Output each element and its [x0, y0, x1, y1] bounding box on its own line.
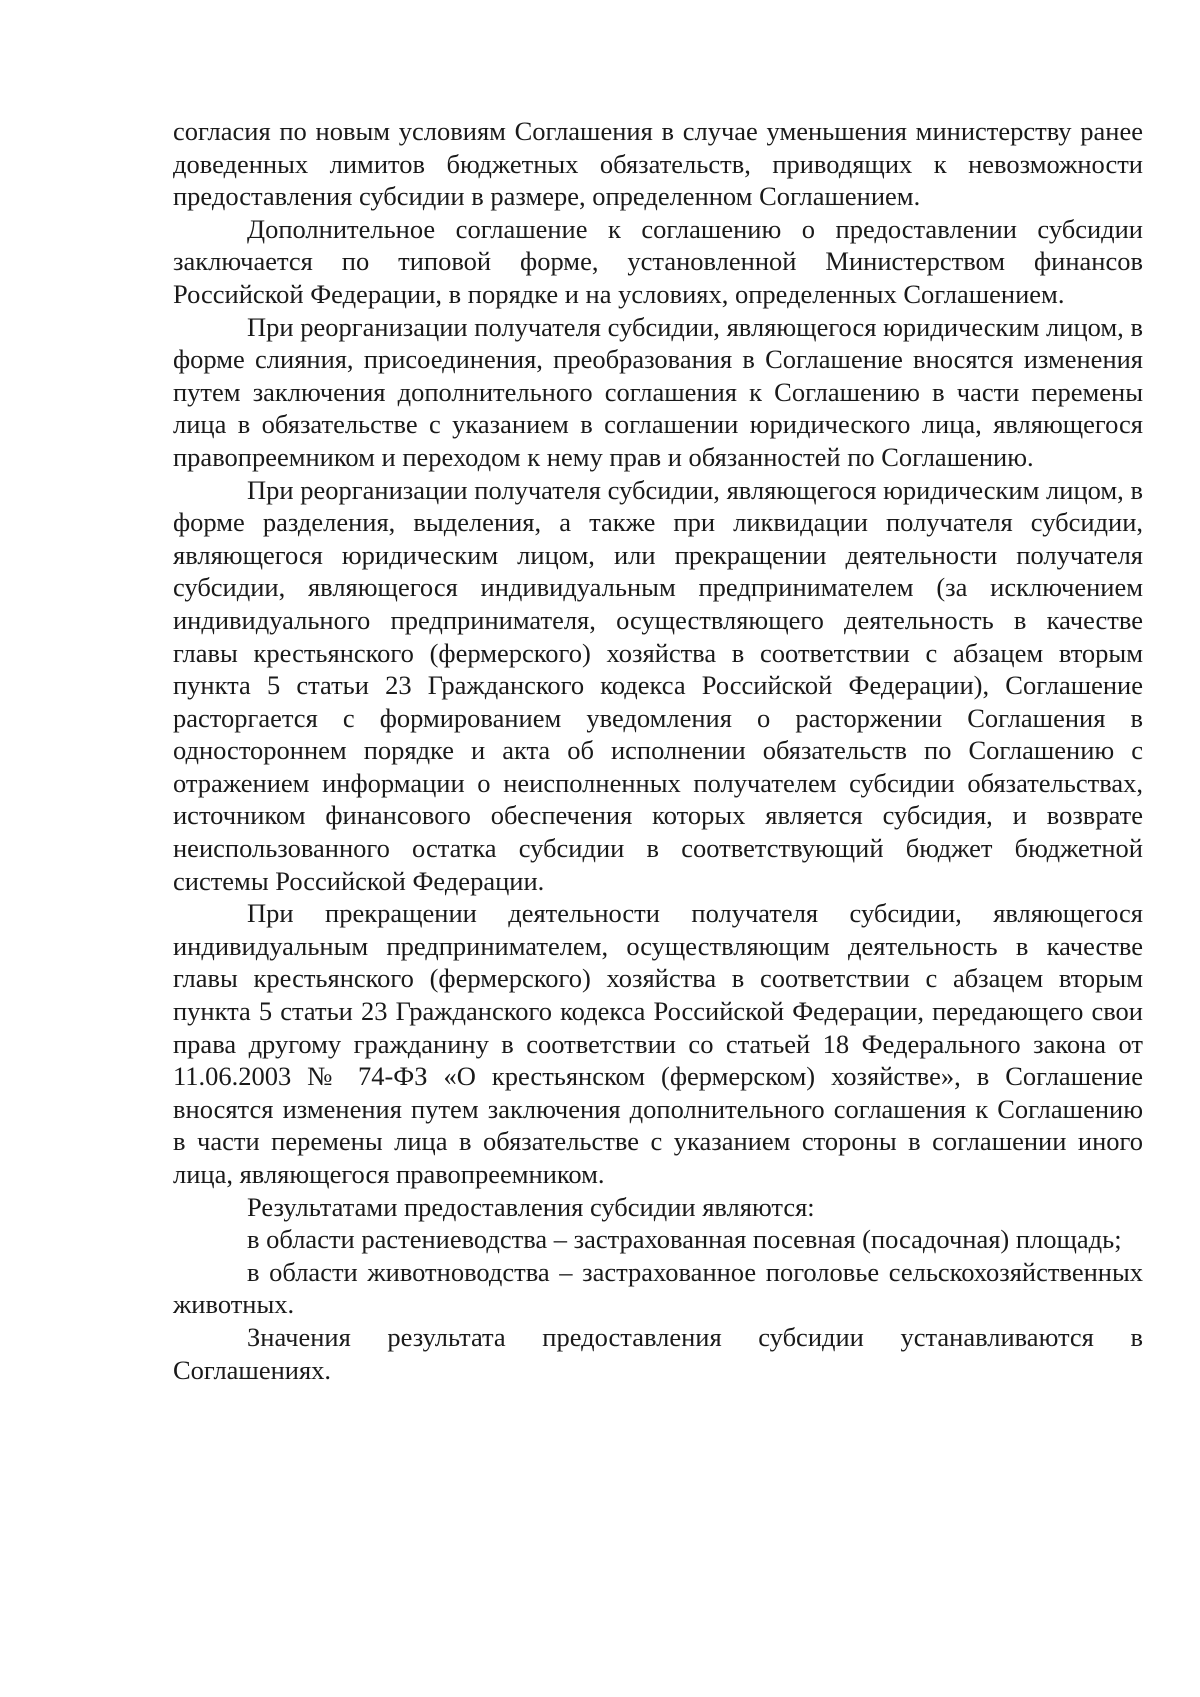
document-body	[173, 115, 1143, 1386]
paragraph-3: При реорганизации получателя субсидии, являющегося юридическим лицом, в форме слияния, присоединения, преобразования в Соглашение вносятся изменения путем заключения дополнительного соглашения к Соглашению в части перемены лица в обязательстве с указанием в соглашении юридического лица, являющегося правопреемником и переходом к нему прав и обязанностей по Соглашению.	[173, 311, 1143, 472]
paragraph-1: согласия по новым условиям Соглашения в случае уменьшения министерству ранее доведенных лимитов бюджетных обязательств, приводящих к невозможности предоставления субсидии в размере, определенном Соглашением.	[173, 116, 1143, 212]
paragraph-9: Значения результата предоставления субсидии устанавливаются в Соглашениях.	[173, 1321, 1143, 1385]
paragraph-4: При реорганизации получателя субсидии, являющегося юридическим лицом, в форме разделения, выделения, а также при ликвидации получателя субсидии, являющегося юридическим лицом, или прекращении деятельности получателя субсидии, являющегося индивидуальным предпринимателем (за исключением индивидуального предпринимателя, осуществляющего деятельность в качестве главы крестьянского (фермерского) хозяйства в соответствии с абзацем вторым пункта 5 статьи 23 Гражданского кодекса Российской Федерации), Соглашение расторгается с формированием уведомления о расторжении Соглашения в одностороннем порядке и акта об исполнении обязательств по Соглашению с отражением информации о неисполненных получателем субсидии обязательствах, источником финансового обеспечения которых является субсидия, и возврате неиспользованного остатка субсидии в соответствующий бюджет бюджетной системы Российской Федерации.	[173, 474, 1143, 896]
paragraph-2: Дополнительное соглашение к соглашению о предоставлении субсидии заключается по типовой форме, установленной Министерством финансов Российской Федерации, в порядке и на условиях, определенных Соглашением.	[173, 213, 1143, 309]
paragraph-5: При прекращении деятельности получателя субсидии, являющегося индивидуальным предпринимателем, осуществляющим деятельность в качестве главы крестьянского (фермерского) хозяйства в соответствии с абзацем вторым пункта 5 статьи 23 Гражданского кодекса Российской Федерации, передающего свои права другому гражданину в соответствии со статьей 18 Федерального закона от 11.06.2003 № 74-ФЗ «О крестьянском (фермерском) хозяйстве», в Соглашение вносятся изменения путем заключения дополнительного соглашения к Соглашению в части перемены лица в обязательстве с указанием стороны в соглашении иного лица, являющегося правопреемником.	[173, 898, 1143, 1189]
paragraph-8: в области животноводства – застрахованное поголовье сельскохозяйственных животных.	[173, 1256, 1143, 1320]
paragraph-7: в области растениеводства – застрахованная посевная (посадочная) площадь;	[247, 1224, 1122, 1255]
paragraph-6: Результатами предоставления субсидии являются:	[247, 1191, 815, 1222]
